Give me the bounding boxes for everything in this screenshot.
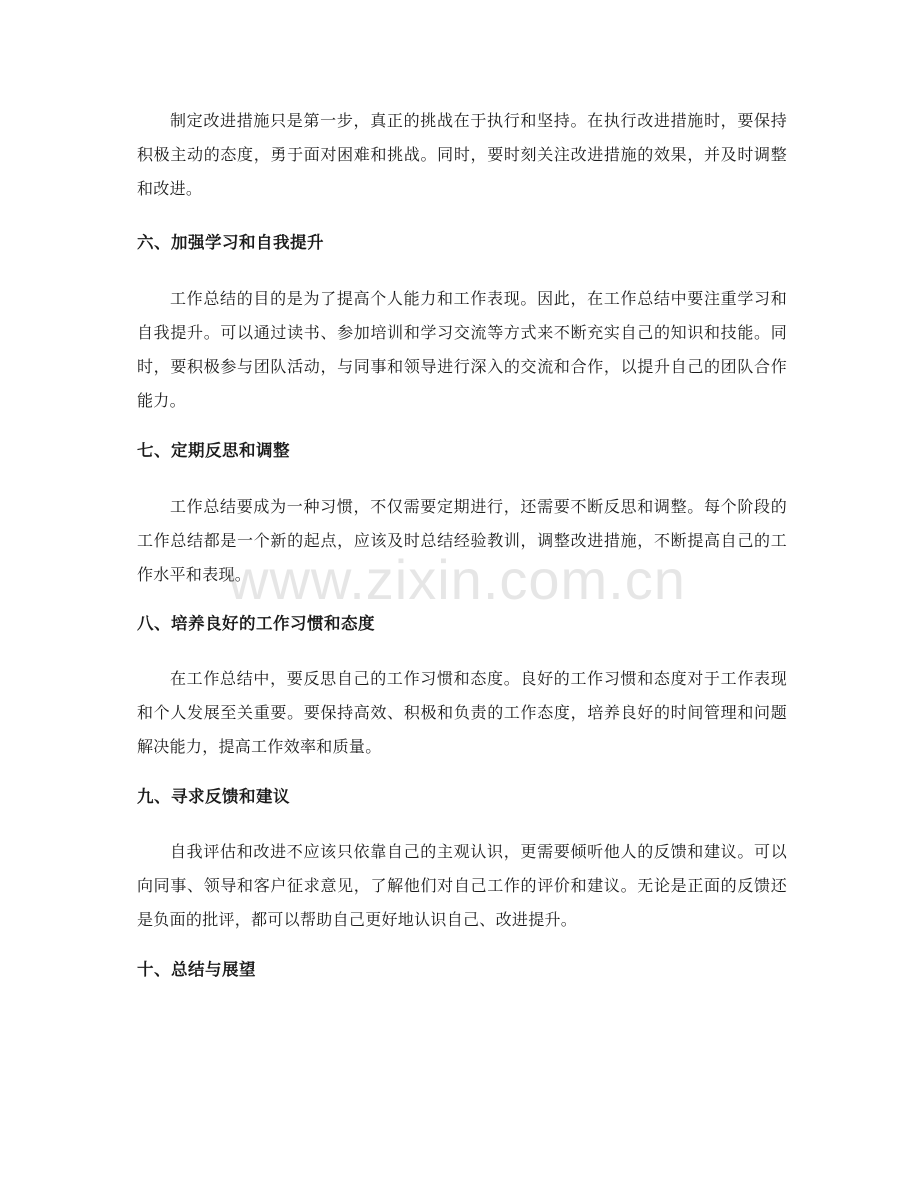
heading-section-10: 十、总结与展望 (137, 960, 256, 979)
paragraph-section-7: 工作总结要成为一种习惯，不仅需要定期进行，还需要不断反思和调整。每个阶段的工作总结都是一个新的起点，应该及时总结经验教训，调整改进措施，不断提高自己的工作水平和表现。 (137, 497, 787, 584)
heading-section-7: 七、定期反思和调整 (137, 441, 290, 460)
paragraph-section-9: 自我评估和改进不应该只依靠自己的主观认识，更需要倾听他人的反馈和建议。可以向同事、领导和客户征求意见，了解他们对自己工作的评价和建议。无论是正面的反馈还是负面的批评，都可以帮助自己更好地认识自己、改进提升。 (137, 842, 787, 929)
heading-section-9: 九、寻求反馈和建议 (137, 787, 290, 806)
watermark-text: www.zixin.com.cn (228, 548, 686, 611)
heading-section-8: 八、培养良好的工作习惯和态度 (137, 614, 375, 633)
paragraph-execution: 制定改进措施只是第一步，真正的挑战在于执行和坚持。在执行改进措施时，要保持积极主动的态度，勇于面对困难和挑战。同时，要时刻关注改进措施的效果，并及时调整和改进。 (137, 111, 787, 198)
paragraph-section-8: 在工作总结中，要反思自己的工作习惯和态度。良好的工作习惯和态度对于工作表现和个人发展至关重要。要保持高效、积极和负责的工作态度，培养良好的时间管理和问题解决能力，提高工作效率和质量。 (137, 669, 787, 756)
paragraph-section-6: 工作总结的目的是为了提高个人能力和工作表现。因此，在工作总结中要注重学习和自我提升。可以通过读书、参加培训和学习交流等方式来不断充实自己的知识和技能。同时，要积极参与团队活动，与同事和领导进行深入的交流和合作，以提升自己的团队合作能力。 (137, 289, 787, 410)
heading-section-6: 六、加强学习和自我提升 (137, 233, 324, 252)
